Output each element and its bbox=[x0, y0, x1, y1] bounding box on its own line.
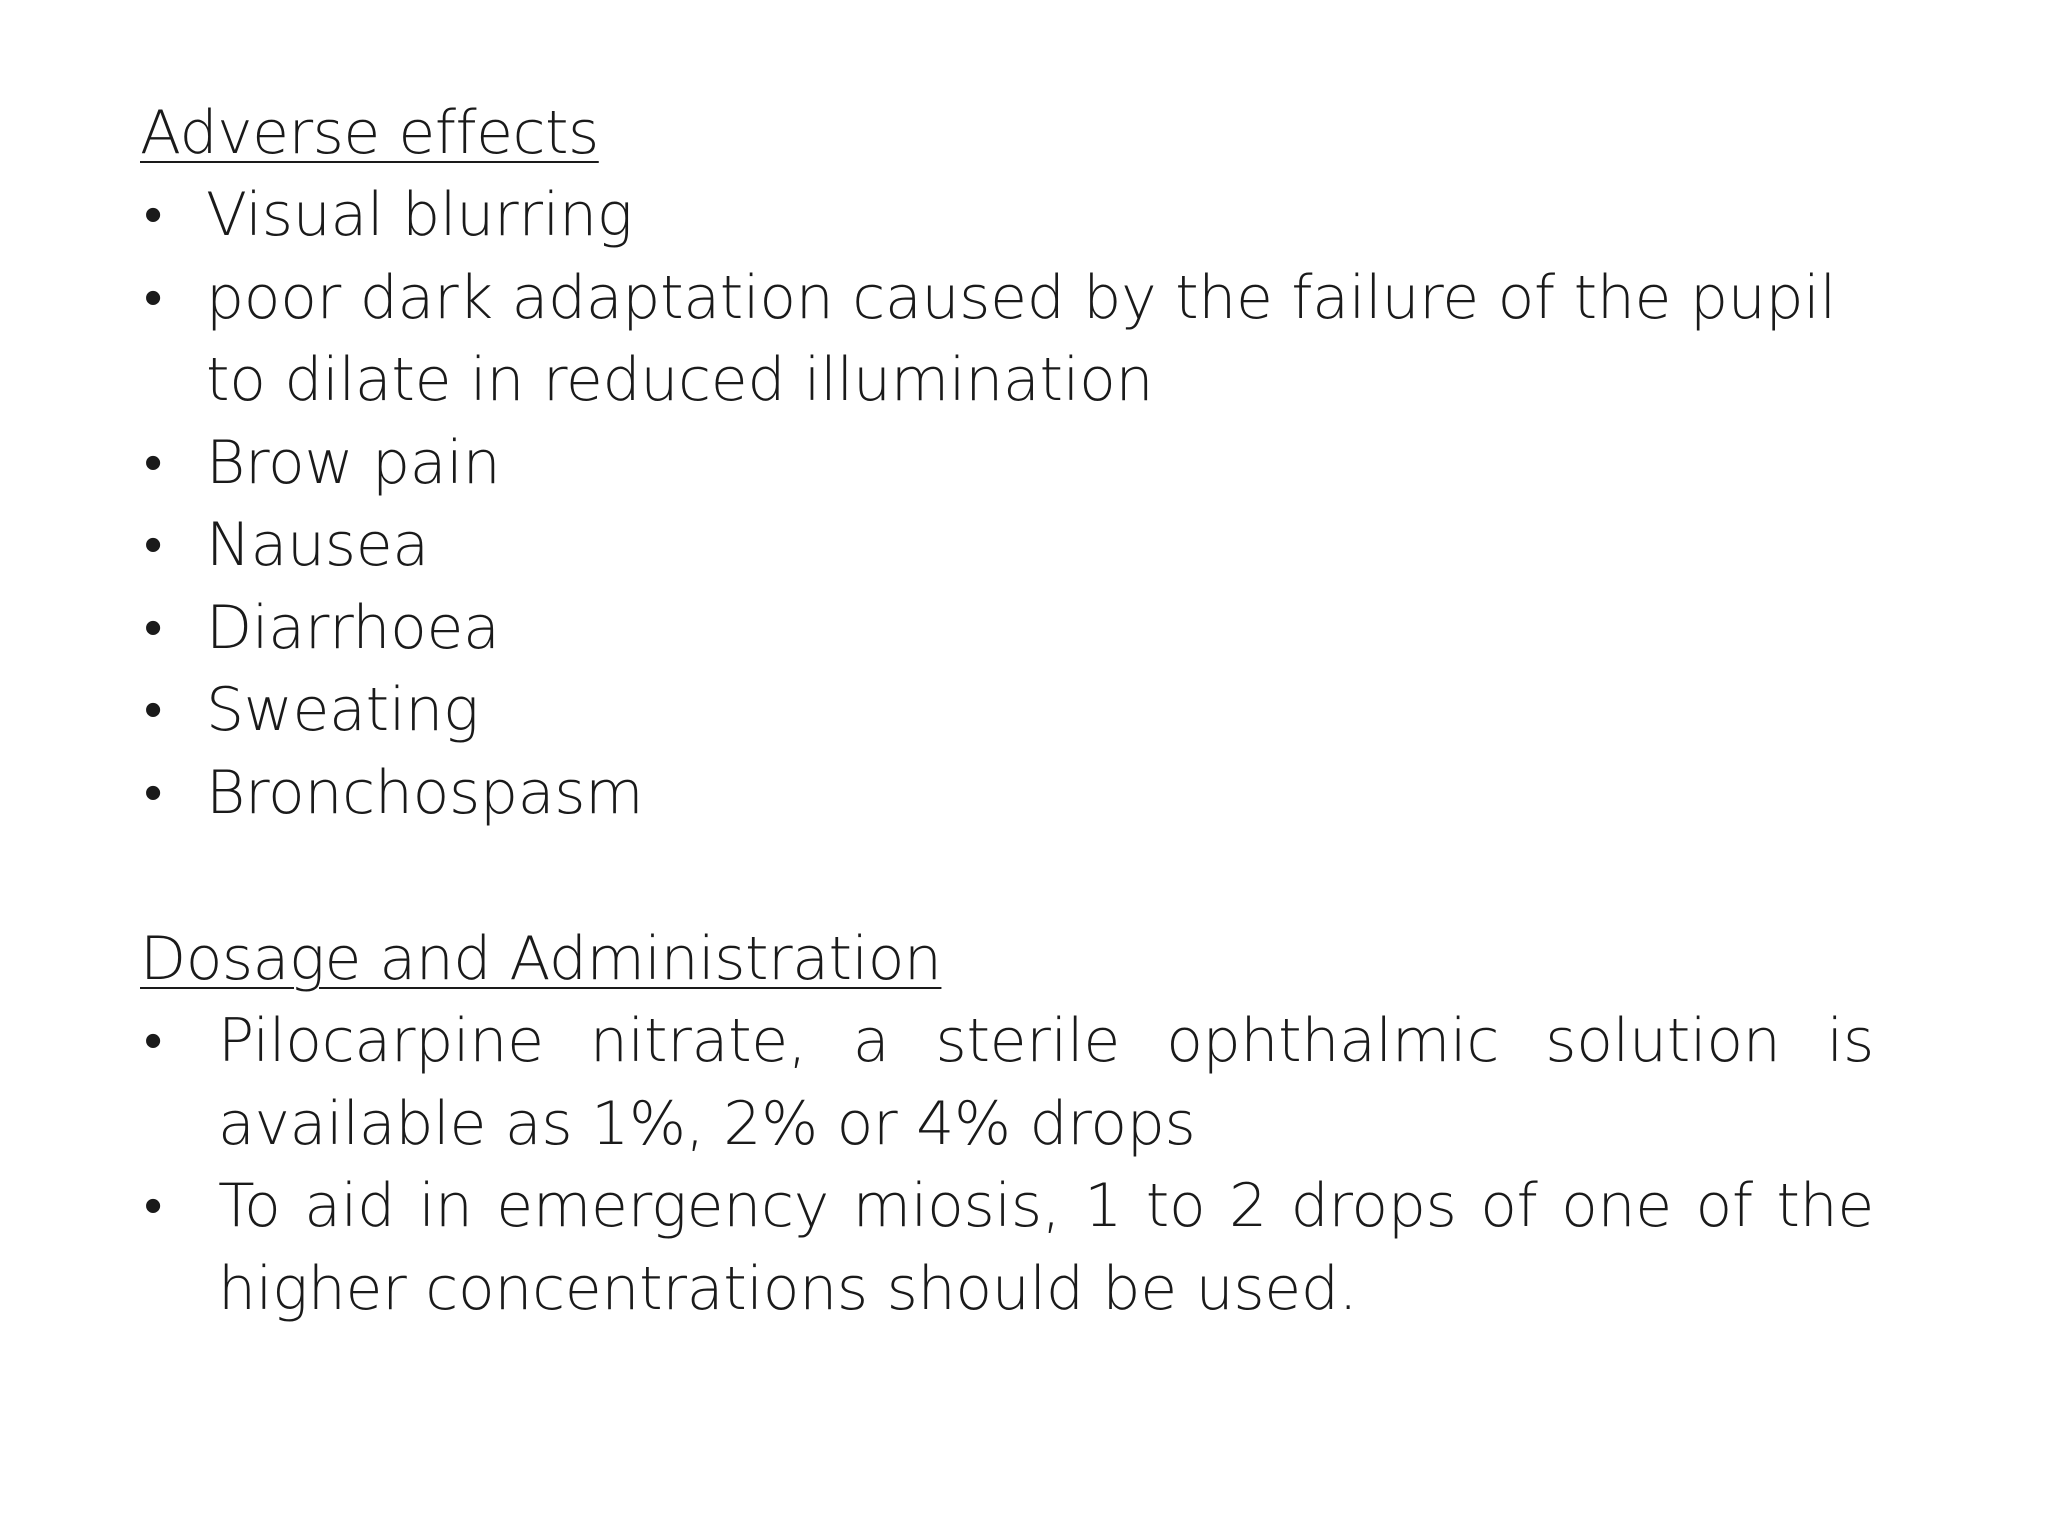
list-item bbox=[140, 1165, 1874, 1330]
list-item-text: Diarrhoea bbox=[206, 592, 500, 663]
adverse-effects-heading: Adverse effects bbox=[140, 98, 599, 168]
list-item bbox=[140, 257, 1874, 422]
bullet-icon: • bbox=[144, 1011, 162, 1071]
list-item-text: Pilocarpine nitrate, a sterile ophthalmic solution is available as 1%, 2% or 4% drops bbox=[218, 1006, 1874, 1159]
dosage-list bbox=[140, 1000, 1874, 1330]
list-item bbox=[140, 669, 1874, 752]
bullet-icon: • bbox=[144, 680, 162, 740]
list-item-text: Bronchospasm bbox=[206, 757, 644, 828]
bullet-icon: • bbox=[144, 185, 162, 245]
section-spacer bbox=[140, 834, 1874, 918]
list-item-text: Nausea bbox=[206, 510, 429, 580]
bullet-icon: • bbox=[144, 432, 162, 493]
list-item-text: poor dark adaptation caused by the failure of the pupil to dilate in reduced illumination bbox=[206, 262, 1836, 415]
dosage-heading: Dosage and Administration bbox=[140, 924, 942, 994]
list-item-text: To aid in emergency miosis, 1 to 2 drops of one of the higher concentrations should be used. bbox=[218, 1171, 1874, 1324]
list-item bbox=[140, 752, 1874, 835]
list-item bbox=[140, 587, 1874, 670]
list-item bbox=[140, 174, 1874, 257]
bullet-icon: • bbox=[144, 762, 162, 823]
list-item-text: Visual blurring bbox=[206, 180, 633, 250]
list-item-text: Brow pain bbox=[206, 427, 501, 498]
bullet-icon: • bbox=[144, 597, 162, 658]
bullet-icon: • bbox=[144, 1176, 162, 1236]
adverse-effects-list bbox=[140, 174, 1874, 834]
list-item bbox=[140, 422, 1874, 505]
slide-content bbox=[140, 92, 1874, 1330]
list-item-text: Sweating bbox=[206, 675, 479, 745]
bullet-icon: • bbox=[144, 267, 162, 328]
list-item bbox=[140, 504, 1874, 587]
bullet-icon: • bbox=[144, 515, 162, 575]
list-item bbox=[140, 1000, 1874, 1165]
